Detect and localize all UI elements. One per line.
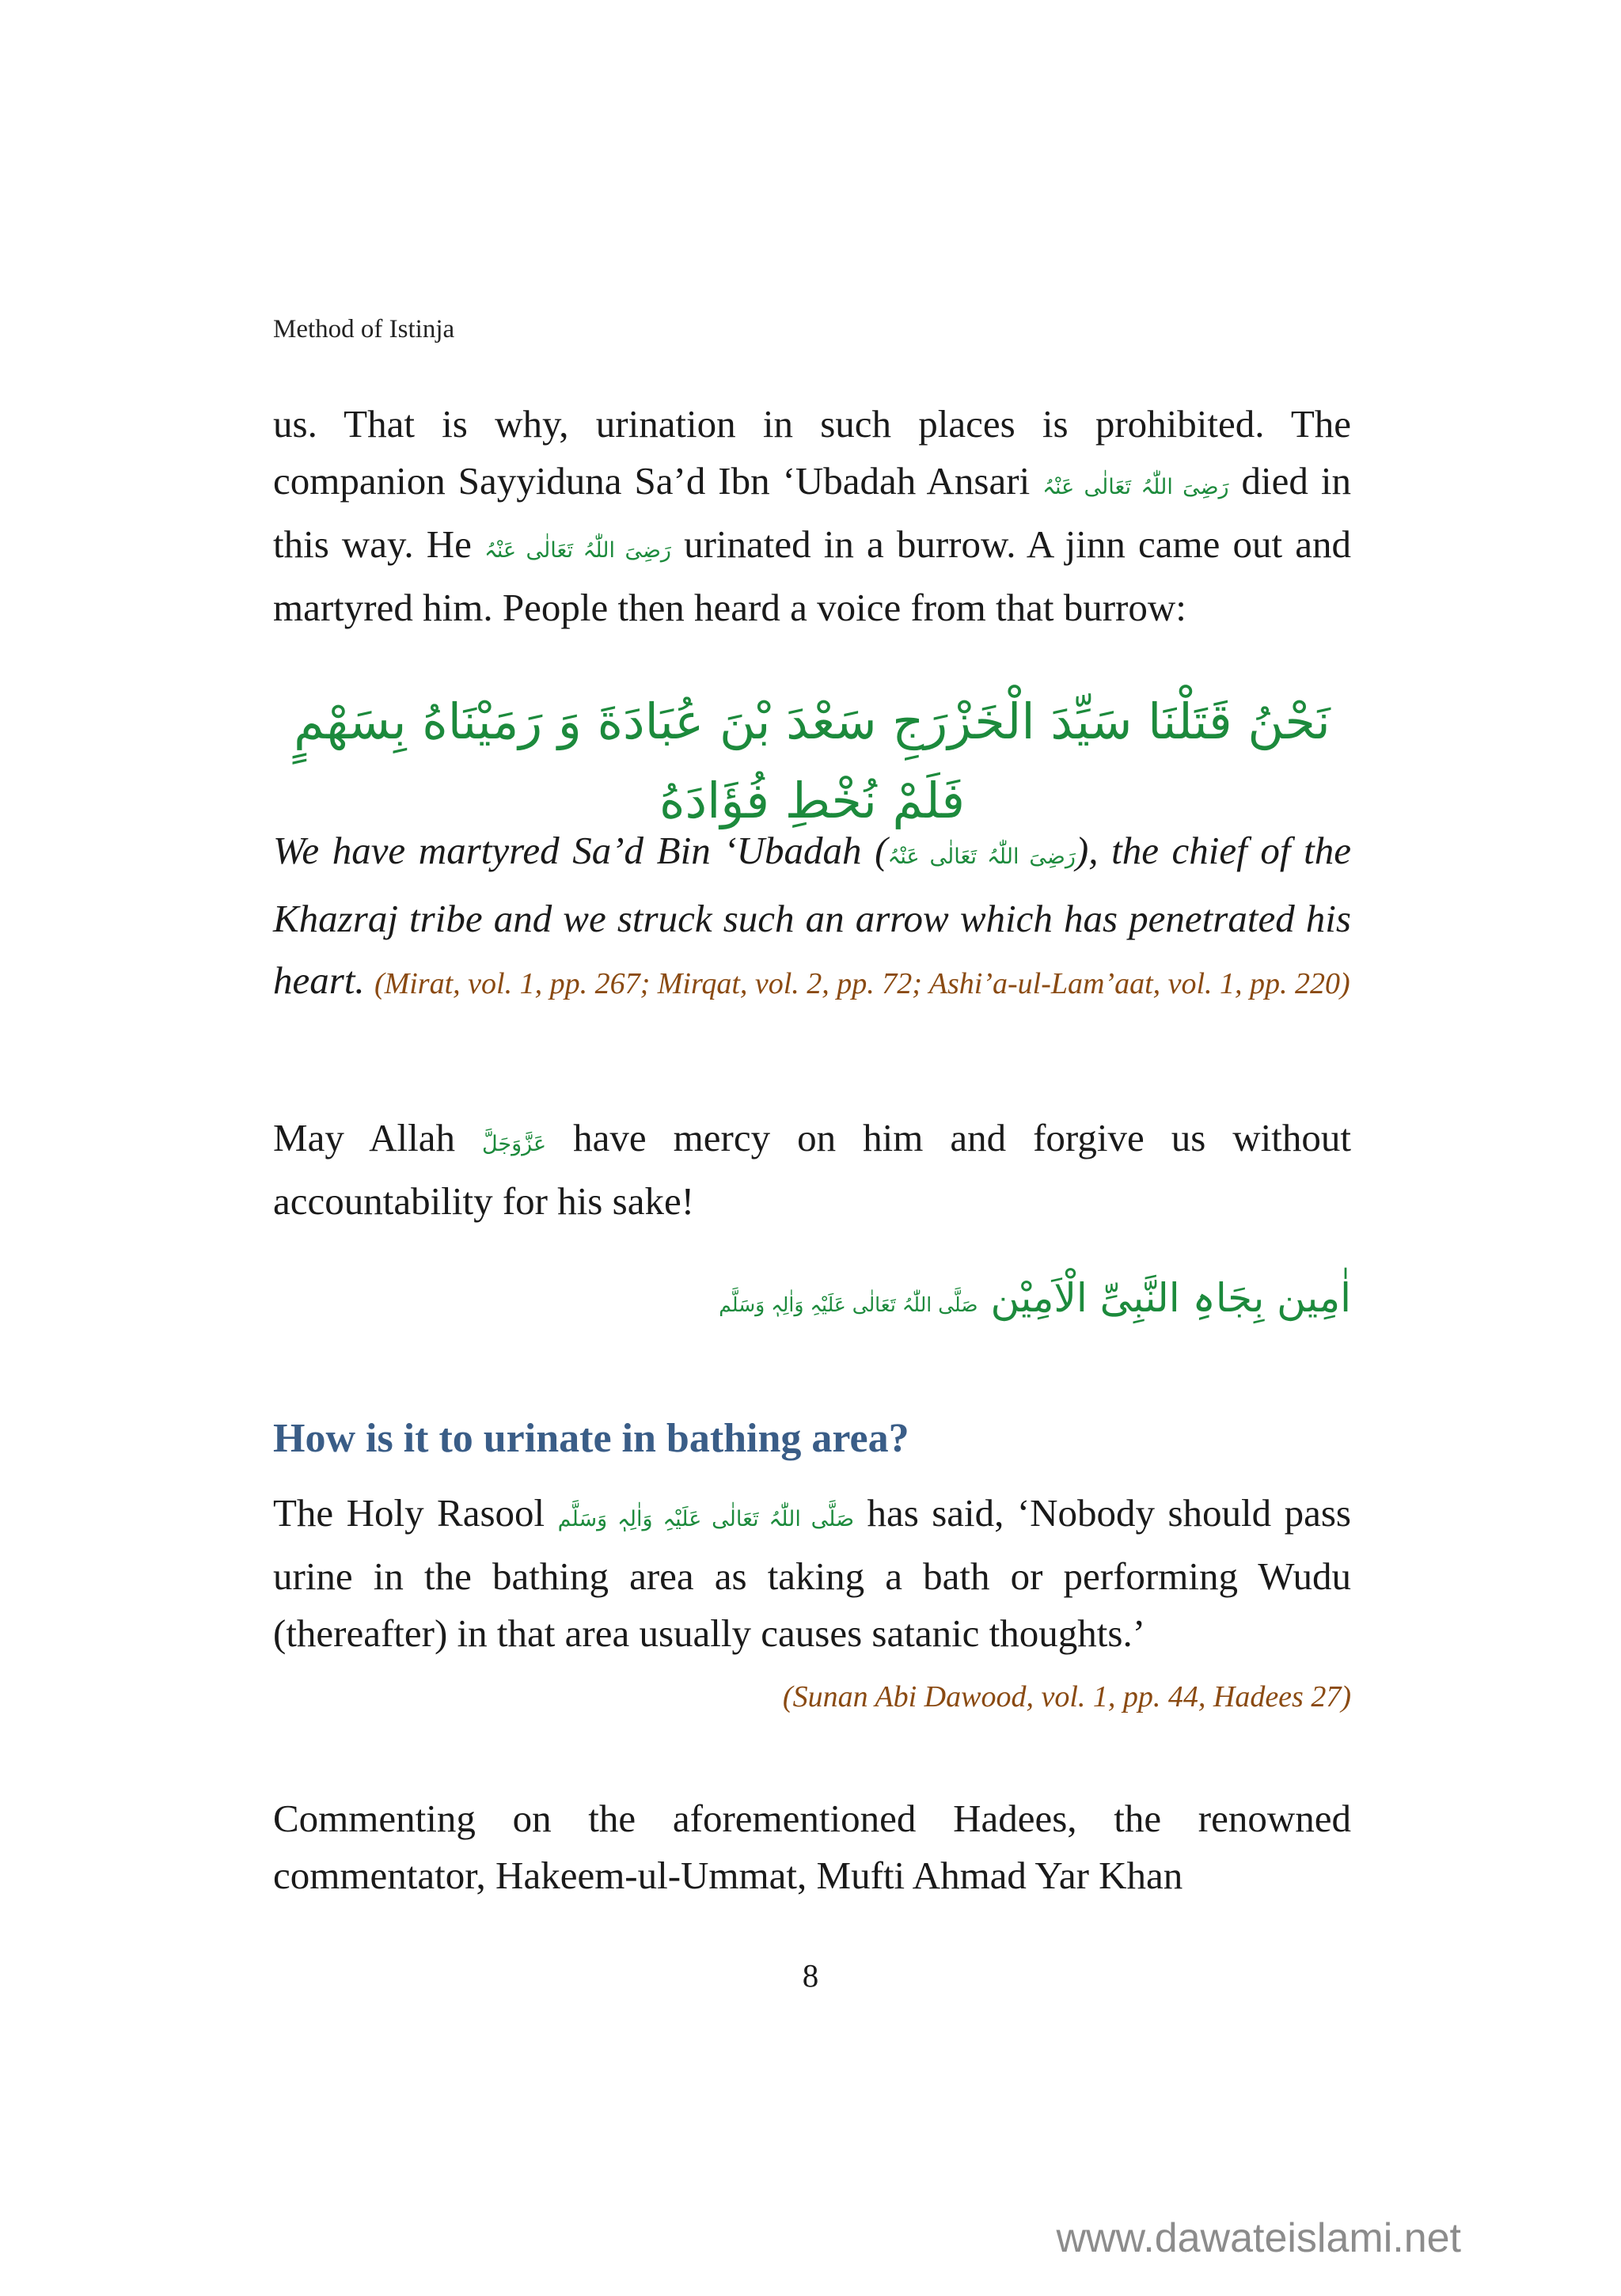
translation-text-1: We have martyred Sa’d Bin ‘Ubadah (	[273, 829, 888, 872]
dua-line	[273, 1266, 1351, 1337]
dua-salawat: صَلَّی اللّٰہُ تَعَالٰی عَلَیْہِ وَاٰلِہٖ وَسَلَّم	[719, 1293, 978, 1316]
page-number: 8	[802, 1957, 819, 1994]
paragraph-2	[273, 1110, 1351, 1230]
para1-text-3: urinated in a burrow. A jinn came out and martyred him. People then heard a voice from that burrow:	[273, 522, 1352, 629]
para1-text-2: died in this way. He	[273, 459, 1352, 566]
paragraph-3	[273, 1485, 1351, 1662]
translation-block	[273, 820, 1351, 1015]
para1-text-1: us. That is why, urination in such places is prohibited. The companion Sayyiduna Sa’d Ibn ‘Ubadah Ansari	[273, 402, 1351, 503]
honorific-radi-allahu-anhu: رَضِیَ اللّٰہُ تَعَالٰی عَنْہُ	[887, 844, 1076, 869]
watermark-url: www.dawateislami.net	[1056, 2215, 1461, 2261]
arabic-verse: نَحْنُ قَتَلْنَا سَيِّدَ الْخَزْرَجِ سَعْدَ بْنَ عُبَادَةَ وَ رَمَيْنَاهُ بِسَهْمٍ فَلَمْ نُخْطِ فُؤَادَهُ	[294, 693, 1331, 829]
paragraph-1	[273, 396, 1351, 636]
running-head: Method of Istinja	[273, 315, 455, 343]
honorific-radi-allahu-anhu: رَضِیَ اللّٰہُ تَعَالٰی عَنْہُ	[484, 538, 671, 563]
honorific-radi-allahu-anhu: رَضِیَ اللّٰہُ تَعَالٰی عَنْہُ	[1042, 475, 1229, 499]
para2-text-2: have mercy on him and forgive us without accountability for his sake!	[273, 1116, 1351, 1223]
reference-citation-2: (Sunan Abi Dawood, vol. 1, pp. 44, Hadees 27)	[782, 1680, 1351, 1713]
para3-text-1: The Holy Rasool	[273, 1491, 558, 1535]
reference-citation: (Mirat, vol. 1, pp. 267; Mirqat, vol. 2, pp. 72; Ashi’a-ul-Lam’aat, vol. 1, pp. 220)	[374, 967, 1350, 1000]
para2-text-1: May Allah	[273, 1116, 482, 1159]
section-heading: How is it to urinate in bathing area?	[273, 1416, 909, 1461]
honorific-azza-wa-jal: عَزَّوَجَلَّ	[481, 1132, 547, 1156]
translation-text-2: ), the chief of the Khazraj tribe and we struck such an arrow which has penetrated his heart.	[273, 829, 1352, 1002]
honorific-salawat: صَلَّی اللّٰہُ تَعَالٰی عَلَیْہِ وَاٰلِہٖ وَسَلَّم	[557, 1507, 855, 1531]
dua-main: اٰمِین بِجَاہِ النَّبِیِّ الْاَمِیْن	[990, 1275, 1351, 1321]
para3-text-2: has said, ‘Nobody should pass urine in the bathing area as taking a bath or performing Wudu (thereafter) in that area usually causes satanic thoughts.’	[273, 1491, 1351, 1655]
para4-text: Commenting on the aforementioned Hadees, the renowned commentator, Hakeem-ul-Ummat, Mufti Ahmad Yar Khan	[273, 1797, 1351, 1897]
paragraph-4	[273, 1790, 1351, 1904]
